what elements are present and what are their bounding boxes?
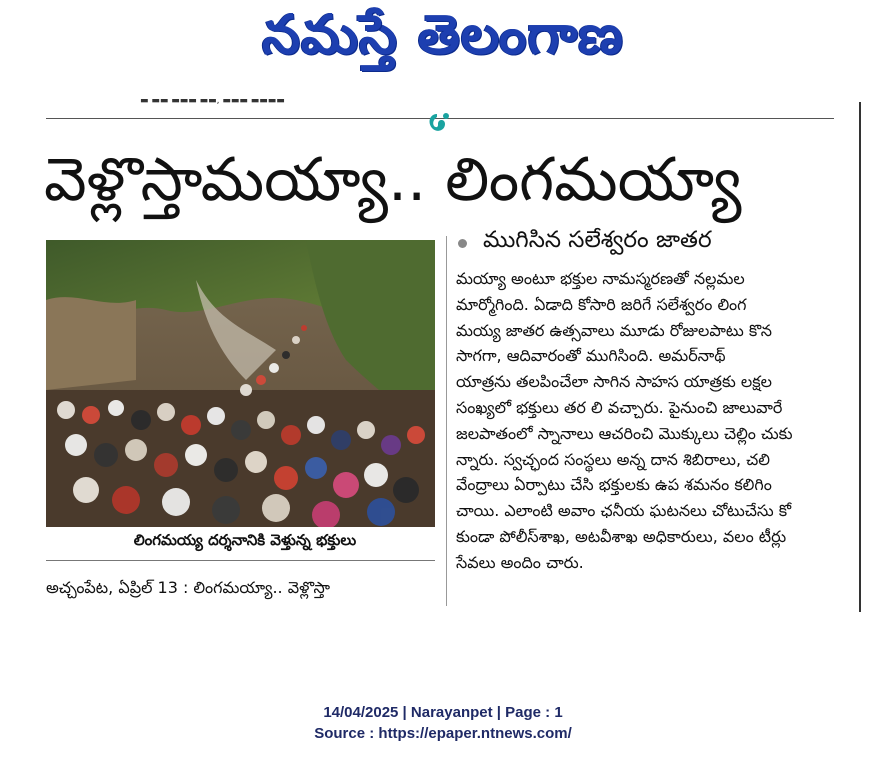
body-line: సంఖ్యలో భక్తులు తర లి వచ్చారు. పైనుంచి జాలువారే	[456, 397, 783, 417]
subheadline-text: ముగిసిన సలేశ్వరం జాతర	[483, 227, 712, 253]
footer-edition-info: 14/04/2025 | Narayanpet | Page : 1	[323, 704, 563, 721]
article-body	[456, 266, 848, 606]
bullet-icon	[458, 239, 467, 248]
body-line: జలపాతంలో స్నానాలు ఆచరించి మొక్కులు చెల్లిం చుకు	[456, 423, 793, 443]
body-line: చాయి. ఎలాంటి అవాం ఛనీయ ఘటనలు చోటుచేసు కో	[456, 501, 792, 521]
body-line: మయ్య జాతర ఉత్సవాలు మూడు రోజులపాటు కొన	[456, 320, 773, 340]
body-line: న్నారు. స్వచ్ఛంద సంస్థలు అన్న దాన శిబిరాలు, చలి	[456, 449, 771, 469]
body-line: సాగగా, ఆదివారంతో ముగిసింది. అమర్‌నాథ్	[456, 346, 726, 366]
page-footer	[0, 702, 886, 744]
body-line: మయ్యా అంటూ భక్తుల నామస్మరణతో నల్లమల	[456, 269, 745, 288]
subheadline	[456, 228, 836, 258]
footer-source-link[interactable]: Source : https://epaper.ntnews.com/	[314, 725, 572, 742]
body-line: కుండా పోలీస్‌శాఖ, అటవీశాఖ అధికారులు, వలం టీర్లు	[456, 526, 787, 546]
news-photo	[46, 240, 435, 527]
crowd-photo-image	[46, 240, 435, 527]
photo-caption: లింగమయ్య దర్శనానికి వెళ్తున్న భక్తులు	[133, 531, 357, 549]
body-line: వేంద్రాలు ఏర్పాటు చేసి భక్తులకు ఉప శమనం కలిగిం	[456, 475, 772, 495]
column-divider	[446, 236, 447, 606]
masthead	[0, 4, 886, 78]
column-border	[859, 102, 861, 612]
dateline: అచ్చంపేట, ఏప్రిల్ 13 : లింగమయ్యా.. వెళ్లొస్తా	[46, 578, 330, 597]
section-logo-icon	[425, 110, 451, 134]
body-line: యాత్రను తలపించేలా సాగిన సాహస యాత్రకు లక్షల	[456, 372, 772, 392]
body-line: సేవలు అందిం చారు.	[456, 552, 584, 572]
caption-rule	[46, 560, 435, 561]
newspaper-name: నమస్తే తెలంగాణ	[262, 2, 624, 66]
clipped-text-fragment: ▬ ▬▬ ▬▬▬ ▬▬, ▬▬▬ ▬▬▬▬	[140, 96, 285, 106]
headline: వెళ్లొస్తామయ్యా.. లింగమయ్యా	[44, 145, 742, 215]
body-line: మార్మోగింది. ఏడాది కోసారి జరిగే సలేశ్వరం లింగ	[456, 294, 747, 314]
